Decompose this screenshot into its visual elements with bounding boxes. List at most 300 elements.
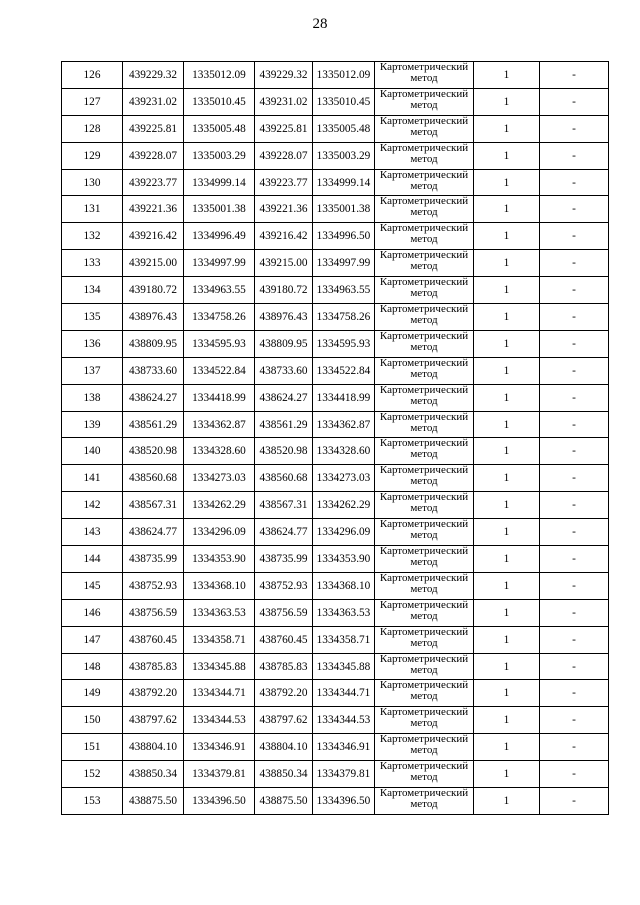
x-existing-cell: 439223.77 (123, 169, 184, 196)
method-cell (375, 169, 474, 196)
method-cell (375, 223, 474, 250)
method-line: Картометрический (379, 437, 469, 450)
method-line: Картометрический (379, 195, 469, 208)
x-new-cell: 438797.62 (255, 707, 313, 734)
point-number-cell: 151 (62, 734, 123, 761)
table-row (62, 707, 609, 734)
note-cell: - (540, 626, 609, 653)
point-number-cell: 135 (62, 304, 123, 331)
note-cell: - (540, 196, 609, 223)
y-new-cell: 1335003.29 (313, 142, 375, 169)
y-existing-cell: 1334999.14 (184, 169, 255, 196)
y-new-cell: 1334328.60 (313, 438, 375, 465)
x-new-cell: 438733.60 (255, 357, 313, 384)
x-existing-cell: 438560.68 (123, 465, 184, 492)
point-number-cell: 149 (62, 680, 123, 707)
point-number-cell: 136 (62, 330, 123, 357)
accuracy-cell: 1 (474, 196, 540, 223)
table-row (62, 304, 609, 331)
x-new-cell: 438809.95 (255, 330, 313, 357)
x-new-cell: 439221.36 (255, 196, 313, 223)
method-line: Картометрический (379, 653, 469, 665)
table-row (62, 734, 609, 761)
y-existing-cell: 1334996.49 (184, 223, 255, 250)
x-existing-cell: 438520.98 (123, 438, 184, 465)
point-number-cell: 148 (62, 653, 123, 680)
x-existing-cell: 439180.72 (123, 277, 184, 304)
y-existing-cell: 1334353.90 (184, 546, 255, 573)
x-existing-cell: 439225.81 (123, 115, 184, 142)
method-cell (375, 653, 474, 680)
y-existing-cell: 1334296.09 (184, 519, 255, 546)
table-row (62, 546, 609, 573)
method-cell (375, 438, 474, 465)
method-line: метод (410, 502, 438, 515)
method-line: метод (410, 582, 438, 595)
y-new-cell: 1334346.91 (313, 734, 375, 761)
x-new-cell: 438976.43 (255, 304, 313, 331)
table-row (62, 357, 609, 384)
y-new-cell: 1334368.10 (313, 572, 375, 599)
y-existing-cell: 1335003.29 (184, 142, 255, 169)
method-line: метод (410, 314, 438, 327)
y-new-cell: 1334358.71 (313, 626, 375, 653)
y-existing-cell: 1334418.99 (184, 384, 255, 411)
method-cell (375, 142, 474, 169)
method-line: метод (410, 556, 438, 569)
method-line: Картометрический (379, 599, 469, 611)
y-new-cell: 1335012.09 (313, 62, 375, 89)
method-line: метод (410, 287, 438, 300)
x-new-cell: 438850.34 (255, 761, 313, 788)
y-existing-cell: 1335010.45 (184, 88, 255, 115)
point-number-cell: 146 (62, 599, 123, 626)
x-existing-cell: 438797.62 (123, 707, 184, 734)
accuracy-cell: 1 (474, 653, 540, 680)
x-existing-cell: 438561.29 (123, 411, 184, 438)
accuracy-cell: 1 (474, 572, 540, 599)
y-existing-cell: 1334346.91 (184, 734, 255, 761)
accuracy-cell: 1 (474, 411, 540, 438)
y-existing-cell: 1334368.10 (184, 572, 255, 599)
accuracy-cell: 1 (474, 680, 540, 707)
note-cell: - (540, 330, 609, 357)
method-line: Картометрический (379, 276, 469, 289)
method-line: Картометрический (379, 787, 469, 800)
y-existing-cell: 1335001.38 (184, 196, 255, 223)
accuracy-cell: 1 (474, 277, 540, 304)
table-row (62, 788, 609, 815)
table-row (62, 115, 609, 142)
method-line: Картометрический (379, 303, 469, 316)
accuracy-cell: 1 (474, 707, 540, 734)
point-number-cell: 152 (62, 761, 123, 788)
y-new-cell: 1335001.38 (313, 196, 375, 223)
accuracy-cell: 1 (474, 761, 540, 788)
x-new-cell: 439228.07 (255, 142, 313, 169)
note-cell: - (540, 115, 609, 142)
x-existing-cell: 439229.32 (123, 62, 184, 89)
method-line: метод (410, 152, 438, 165)
method-cell (375, 411, 474, 438)
accuracy-cell: 1 (474, 330, 540, 357)
y-existing-cell: 1334997.99 (184, 250, 255, 277)
table-row (62, 599, 609, 626)
method-line: Картометрический (379, 357, 469, 369)
table-row (62, 250, 609, 277)
note-cell: - (540, 599, 609, 626)
x-existing-cell: 438785.83 (123, 653, 184, 680)
accuracy-cell: 1 (474, 115, 540, 142)
note-cell: - (540, 62, 609, 89)
coordinates-table (61, 61, 609, 815)
x-new-cell: 439229.32 (255, 62, 313, 89)
method-line: метод (410, 475, 438, 488)
method-line: Картометрический (379, 760, 469, 773)
note-cell: - (540, 519, 609, 546)
y-new-cell: 1335010.45 (313, 88, 375, 115)
x-existing-cell: 439228.07 (123, 142, 184, 169)
method-cell (375, 115, 474, 142)
table-row (62, 572, 609, 599)
point-number-cell: 143 (62, 519, 123, 546)
accuracy-cell: 1 (474, 626, 540, 653)
x-new-cell: 439216.42 (255, 223, 313, 250)
accuracy-cell: 1 (474, 438, 540, 465)
method-line: Картометрический (379, 706, 469, 719)
method-line: метод (410, 771, 438, 784)
x-new-cell: 438760.45 (255, 626, 313, 653)
point-number-cell: 150 (62, 707, 123, 734)
note-cell: - (540, 761, 609, 788)
x-existing-cell: 438875.50 (123, 788, 184, 815)
method-line: метод (410, 744, 438, 757)
note-cell: - (540, 411, 609, 438)
accuracy-cell: 1 (474, 88, 540, 115)
x-existing-cell: 438976.43 (123, 304, 184, 331)
y-new-cell: 1334379.81 (313, 761, 375, 788)
accuracy-cell: 1 (474, 142, 540, 169)
point-number-cell: 131 (62, 196, 123, 223)
x-existing-cell: 438735.99 (123, 546, 184, 573)
x-new-cell: 438804.10 (255, 734, 313, 761)
table-row (62, 142, 609, 169)
accuracy-cell: 1 (474, 357, 540, 384)
x-new-cell: 438792.20 (255, 680, 313, 707)
method-line: Картометрический (379, 626, 469, 638)
note-cell: - (540, 142, 609, 169)
note-cell: - (540, 438, 609, 465)
method-line: метод (410, 233, 438, 246)
y-new-cell: 1334522.84 (313, 357, 375, 384)
x-existing-cell: 438624.27 (123, 384, 184, 411)
x-existing-cell: 438792.20 (123, 680, 184, 707)
y-new-cell: 1334273.03 (313, 465, 375, 492)
note-cell: - (540, 465, 609, 492)
y-existing-cell: 1334595.93 (184, 330, 255, 357)
y-existing-cell: 1335012.09 (184, 62, 255, 89)
y-new-cell: 1334996.50 (313, 223, 375, 250)
accuracy-cell: 1 (474, 492, 540, 519)
table-row (62, 169, 609, 196)
method-cell (375, 88, 474, 115)
method-cell (375, 250, 474, 277)
method-line: Картометрический (379, 545, 469, 558)
method-line: метод (410, 798, 438, 811)
method-line: Картометрический (379, 572, 469, 584)
method-line: Картометрический (379, 249, 469, 262)
x-new-cell: 438520.98 (255, 438, 313, 465)
note-cell: - (540, 572, 609, 599)
y-new-cell: 1334363.53 (313, 599, 375, 626)
x-existing-cell: 438733.60 (123, 357, 184, 384)
accuracy-cell: 1 (474, 62, 540, 89)
method-line: Картометрический (379, 411, 469, 423)
y-new-cell: 1334344.53 (313, 707, 375, 734)
y-new-cell: 1335005.48 (313, 115, 375, 142)
method-line: метод (410, 394, 438, 407)
note-cell: - (540, 384, 609, 411)
note-cell: - (540, 277, 609, 304)
y-new-cell: 1334758.26 (313, 304, 375, 331)
table-row (62, 88, 609, 115)
method-line: метод (410, 98, 438, 111)
method-cell (375, 788, 474, 815)
table-row (62, 465, 609, 492)
table-row (62, 438, 609, 465)
y-new-cell: 1334344.71 (313, 680, 375, 707)
note-cell: - (540, 250, 609, 277)
x-existing-cell: 438804.10 (123, 734, 184, 761)
method-line: Картометрический (379, 222, 469, 235)
method-cell (375, 599, 474, 626)
x-existing-cell: 438760.45 (123, 626, 184, 653)
x-existing-cell: 439221.36 (123, 196, 184, 223)
method-cell (375, 304, 474, 331)
method-line: Картометрический (379, 384, 469, 396)
method-cell (375, 492, 474, 519)
table-row (62, 519, 609, 546)
method-line: метод (410, 206, 438, 219)
note-cell: - (540, 707, 609, 734)
accuracy-cell: 1 (474, 734, 540, 761)
x-existing-cell: 438756.59 (123, 599, 184, 626)
accuracy-cell: 1 (474, 384, 540, 411)
y-existing-cell: 1334358.71 (184, 626, 255, 653)
note-cell: - (540, 357, 609, 384)
y-new-cell: 1334353.90 (313, 546, 375, 573)
x-existing-cell: 438850.34 (123, 761, 184, 788)
table-row (62, 761, 609, 788)
method-line: Картометрический (379, 733, 469, 746)
note-cell: - (540, 88, 609, 115)
y-new-cell: 1334345.88 (313, 653, 375, 680)
method-line: метод (410, 179, 438, 192)
table-row (62, 196, 609, 223)
table-row (62, 330, 609, 357)
y-new-cell: 1334396.50 (313, 788, 375, 815)
page-number: 28 (312, 16, 328, 32)
method-cell (375, 330, 474, 357)
y-new-cell: 1334262.29 (313, 492, 375, 519)
y-existing-cell: 1334379.81 (184, 761, 255, 788)
method-cell (375, 384, 474, 411)
table-row (62, 626, 609, 653)
accuracy-cell: 1 (474, 519, 540, 546)
x-existing-cell: 438624.77 (123, 519, 184, 546)
y-existing-cell: 1334396.50 (184, 788, 255, 815)
point-number-cell: 147 (62, 626, 123, 653)
method-line: Картометрический (379, 142, 469, 154)
x-existing-cell: 438809.95 (123, 330, 184, 357)
x-existing-cell: 439215.00 (123, 250, 184, 277)
point-number-cell: 139 (62, 411, 123, 438)
y-existing-cell: 1334522.84 (184, 357, 255, 384)
method-cell (375, 572, 474, 599)
point-number-cell: 140 (62, 438, 123, 465)
y-existing-cell: 1334963.55 (184, 277, 255, 304)
method-line: метод (410, 421, 438, 434)
y-existing-cell: 1334328.60 (184, 438, 255, 465)
method-line: Картометрический (379, 679, 469, 692)
method-line: Картометрический (379, 88, 469, 100)
table-row (62, 492, 609, 519)
y-existing-cell: 1334363.53 (184, 599, 255, 626)
x-new-cell: 438756.59 (255, 599, 313, 626)
method-line: Картометрический (379, 464, 469, 477)
point-number-cell: 128 (62, 115, 123, 142)
table-row (62, 411, 609, 438)
x-existing-cell: 438752.93 (123, 572, 184, 599)
method-cell (375, 734, 474, 761)
method-line: метод (410, 448, 438, 461)
method-cell (375, 680, 474, 707)
point-number-cell: 138 (62, 384, 123, 411)
y-existing-cell: 1334273.03 (184, 465, 255, 492)
accuracy-cell: 1 (474, 223, 540, 250)
accuracy-cell: 1 (474, 788, 540, 815)
table-row (62, 653, 609, 680)
method-line: Картометрический (379, 518, 469, 531)
y-existing-cell: 1334362.87 (184, 411, 255, 438)
method-cell (375, 62, 474, 89)
y-new-cell: 1334595.93 (313, 330, 375, 357)
x-new-cell: 438624.77 (255, 519, 313, 546)
method-line: Картометрический (379, 330, 469, 342)
method-cell (375, 546, 474, 573)
method-cell (375, 465, 474, 492)
note-cell: - (540, 169, 609, 196)
method-line: метод (410, 609, 438, 622)
x-new-cell: 438567.31 (255, 492, 313, 519)
x-existing-cell: 439231.02 (123, 88, 184, 115)
method-line: метод (410, 340, 438, 353)
note-cell: - (540, 653, 609, 680)
point-number-cell: 127 (62, 88, 123, 115)
y-new-cell: 1334999.14 (313, 169, 375, 196)
y-new-cell: 1334963.55 (313, 277, 375, 304)
x-existing-cell: 438567.31 (123, 492, 184, 519)
method-cell (375, 707, 474, 734)
accuracy-cell: 1 (474, 546, 540, 573)
method-cell (375, 277, 474, 304)
accuracy-cell: 1 (474, 304, 540, 331)
y-existing-cell: 1334262.29 (184, 492, 255, 519)
table-row (62, 384, 609, 411)
note-cell: - (540, 788, 609, 815)
x-new-cell: 439223.77 (255, 169, 313, 196)
x-existing-cell: 439216.42 (123, 223, 184, 250)
x-new-cell: 438735.99 (255, 546, 313, 573)
accuracy-cell: 1 (474, 169, 540, 196)
x-new-cell: 439231.02 (255, 88, 313, 115)
method-line: Картометрический (379, 115, 469, 127)
note-cell: - (540, 680, 609, 707)
note-cell: - (540, 223, 609, 250)
method-cell (375, 196, 474, 223)
method-line: метод (410, 260, 438, 273)
point-number-cell: 153 (62, 788, 123, 815)
note-cell: - (540, 304, 609, 331)
y-existing-cell: 1334344.53 (184, 707, 255, 734)
method-line: Картометрический (379, 61, 469, 73)
y-new-cell: 1334362.87 (313, 411, 375, 438)
y-new-cell: 1334997.99 (313, 250, 375, 277)
x-new-cell: 439225.81 (255, 115, 313, 142)
method-line: Картометрический (379, 169, 469, 181)
point-number-cell: 133 (62, 250, 123, 277)
method-line: метод (410, 663, 438, 676)
x-new-cell: 438561.29 (255, 411, 313, 438)
method-line: метод (410, 72, 438, 84)
note-cell: - (540, 734, 609, 761)
table-body (62, 62, 609, 815)
note-cell: - (540, 546, 609, 573)
x-new-cell: 439180.72 (255, 277, 313, 304)
table-row (62, 277, 609, 304)
method-line: Картометрический (379, 491, 469, 504)
accuracy-cell: 1 (474, 250, 540, 277)
point-number-cell: 142 (62, 492, 123, 519)
y-existing-cell: 1334758.26 (184, 304, 255, 331)
method-line: метод (410, 690, 438, 703)
method-cell (375, 357, 474, 384)
y-existing-cell: 1334345.88 (184, 653, 255, 680)
table-row (62, 62, 609, 89)
method-line: метод (410, 367, 438, 380)
y-existing-cell: 1335005.48 (184, 115, 255, 142)
point-number-cell: 129 (62, 142, 123, 169)
method-cell (375, 519, 474, 546)
y-existing-cell: 1334344.71 (184, 680, 255, 707)
accuracy-cell: 1 (474, 465, 540, 492)
table-row (62, 680, 609, 707)
x-new-cell: 439215.00 (255, 250, 313, 277)
point-number-cell: 134 (62, 277, 123, 304)
x-new-cell: 438785.83 (255, 653, 313, 680)
y-new-cell: 1334418.99 (313, 384, 375, 411)
point-number-cell: 137 (62, 357, 123, 384)
point-number-cell: 141 (62, 465, 123, 492)
point-number-cell: 145 (62, 572, 123, 599)
point-number-cell: 126 (62, 62, 123, 89)
point-number-cell: 130 (62, 169, 123, 196)
table-row (62, 223, 609, 250)
x-new-cell: 438560.68 (255, 465, 313, 492)
x-new-cell: 438875.50 (255, 788, 313, 815)
method-line: метод (410, 529, 438, 542)
method-line: метод (410, 636, 438, 649)
